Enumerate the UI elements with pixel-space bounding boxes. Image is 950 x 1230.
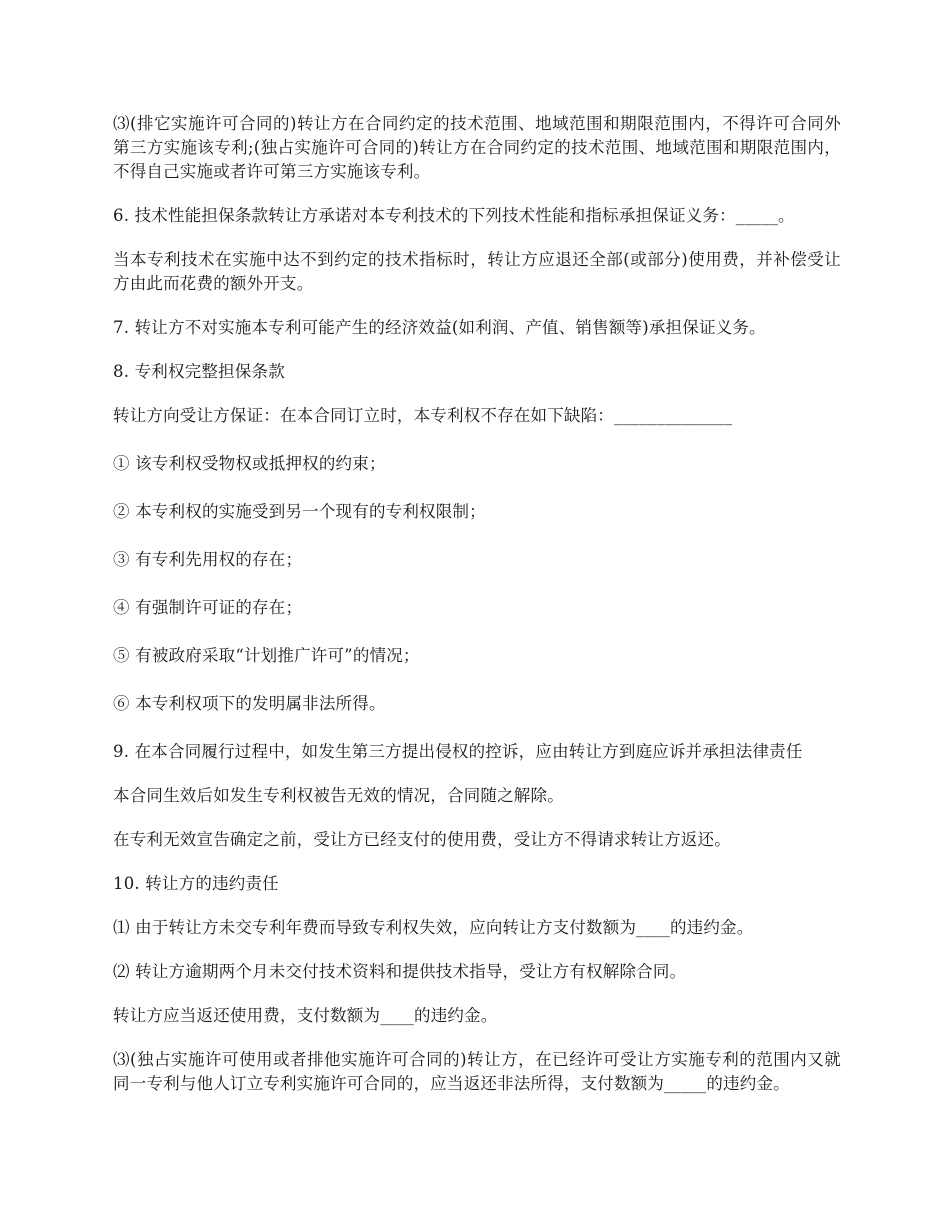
paragraph-defect-guarantee: 转让方向受让方保证：在本合同订立时，本专利权不存在如下缺陷：______________ [113,406,733,425]
paragraph-contract-termination: 本合同生效后如发生专利权被告无效的情况，合同随之解除。 [113,786,564,805]
paragraph-breach-3-exclusive-license: ⑶(独占实施许可使用或者排他实施许可合同的)转让方，在已经许可受让方实施专利的范围内又就同一专利与他人订立专利实施许可合同的，应当返还非法所得，支付数额为_____的违约金。 [113,1050,841,1093]
paragraph-breach-1-annual-fee: ⑴ 由于转让方未交专利年费而导致专利权失效，应向转让方支付数额为____的违约金。 [113,918,754,937]
paragraph-return-fee: 转让方应当返还使用费，支付数额为____的违约金。 [113,1006,498,1025]
paragraph-breach-2-overdue-delivery: ⑵ 转让方逾期两个月未交付技术资料和提供技术指导，受让方有权解除合同。 [113,962,687,981]
document-body [113,112,841,1110]
list-item-defect-4: ④ 有强制许可证的存在； [113,598,303,617]
list-item-defect-5: ⑤ 有被政府采取“计划推广许可”的情况； [113,646,420,665]
paragraph-clause-8-heading: 8. 专利权完整担保条款 [113,362,285,381]
paragraph-clause-10-heading: 10. 转让方的违约责任 [113,874,279,893]
list-item-defect-1: ① 该专利权受物权或抵押权的约束； [113,454,386,473]
list-item-defect-3: ③ 有专利先用权的存在； [113,550,303,569]
list-item-defect-6: ⑥ 本专利权项下的发明属非法所得。 [113,694,386,713]
paragraph-no-refund-before-invalidation: 在专利无效宣告确定之前，受让方已经支付的使用费，受让方不得请求转让方返还。 [113,830,731,849]
paragraph-clause-7-no-benefit-guarantee: 7. 转让方不对实施本专利可能产生的经济效益(如利润、产值、销售额等)承担保证义务。 [113,318,766,337]
paragraph-clause-6-performance-guarantee: 6. 技术性能担保条款转让方承诺对本专利技术的下列技术性能和指标承担保证义务：_____。 [113,206,795,225]
paragraph-clause-9-infringement: 9. 在本合同履行过程中，如发生第三方提出侵权的控诉，应由转让方到庭应诉并承担法律责任 [113,742,803,761]
list-item-defect-2: ② 本专利权的实施受到另一个现有的专利权限制； [113,502,486,521]
paragraph-refund-compensation: 当本专利技术在实施中达不到约定的技术指标时，转让方应退还全部(或部分)使用费，并补偿受让方由此而花费的额外开支。 [113,250,841,293]
paragraph-exclusive-license-clause: ⑶(排它实施许可合同的)转让方在合同约定的技术范围、地域范围和期限范围内，不得许可合同外第三方实施该专利;(独占实施许可合同的)转让方在合同约定的技术范围、地域范围和期限范围内，不得自己实施或者许可第三方实施该专利。 [113,114,841,181]
